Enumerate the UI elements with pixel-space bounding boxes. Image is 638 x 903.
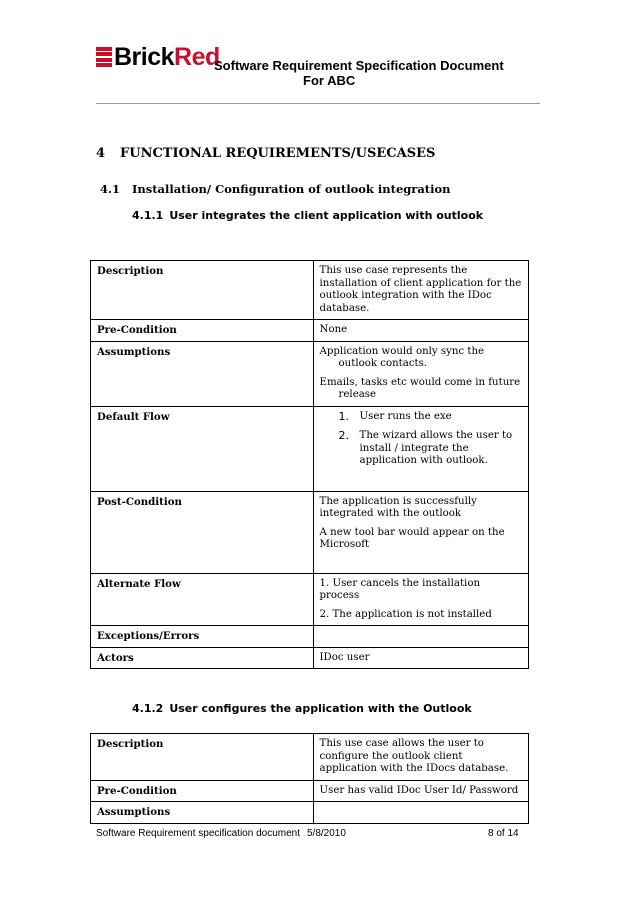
row-value: IDoc user	[313, 647, 528, 669]
section-number: 4	[96, 146, 106, 161]
section-title: FUNCTIONAL REQUIREMENTS/USECASES	[120, 146, 436, 161]
list-item	[320, 430, 522, 468]
logo-wordmark-red: Red	[174, 43, 220, 71]
header-subtitle: For ABC	[303, 73, 356, 88]
row-label: Default Flow	[91, 406, 314, 491]
usecase1-number: 4.1.1	[132, 209, 164, 222]
table-row	[91, 734, 529, 781]
postcondition-line: The application is successfully integrated with the outlook	[319, 495, 477, 519]
footer-document-name: Software Requirement specification document	[96, 828, 300, 839]
usecase1-table	[90, 260, 529, 669]
table-row	[91, 341, 529, 406]
brickred-logo	[96, 44, 220, 70]
row-value: This use case allows the user to configure the outlook client application with the IDocs database.	[313, 734, 528, 781]
row-value	[313, 341, 528, 406]
row-label: Description	[91, 734, 314, 781]
row-value	[313, 491, 528, 573]
header-title: Software Requirement Specification Document	[214, 58, 504, 73]
logo-wordmark-brick: Brick	[114, 43, 175, 71]
row-value: None	[313, 320, 528, 342]
table-row	[91, 802, 529, 824]
row-value	[313, 802, 528, 824]
list-item	[320, 411, 522, 424]
row-label: Actors	[91, 647, 314, 669]
usecase2-heading	[132, 702, 472, 715]
usecase1-title: User integrates the client application with outlook	[169, 209, 484, 222]
table-row	[91, 406, 529, 491]
usecase1-heading	[132, 209, 483, 222]
usecase2-title: User configures the application with the Outlook	[169, 702, 472, 715]
header-divider	[96, 103, 540, 104]
row-label: Post-Condition	[91, 491, 314, 573]
table-row	[91, 647, 529, 669]
subsection-title: Installation/ Configuration of outlook integration	[132, 182, 451, 196]
table-row	[91, 780, 529, 802]
step-text: User runs the exe	[359, 410, 452, 422]
row-value	[313, 626, 528, 648]
table-row	[91, 573, 529, 626]
logo-stripes-icon	[96, 47, 112, 67]
footer-date: 5/8/2010	[307, 828, 346, 839]
row-value	[313, 573, 528, 626]
default-flow-steps	[320, 411, 522, 468]
table-row	[91, 320, 529, 342]
row-label: Alternate Flow	[91, 573, 314, 626]
row-label: Description	[91, 261, 314, 320]
row-label: Exceptions/Errors	[91, 626, 314, 648]
row-value: User has valid IDoc User Id/ Password	[313, 780, 528, 802]
step-number: 2.	[338, 429, 350, 442]
row-label: Assumptions	[91, 802, 314, 824]
step-text: The wizard allows the user to install / integrate the application with outlook.	[359, 430, 513, 466]
logo-wordmark	[114, 44, 220, 70]
footer-page-number: 8 of 14	[488, 828, 519, 839]
alternate-flow-line: 2. The application is not installed	[319, 608, 492, 620]
row-label: Pre-Condition	[91, 780, 314, 802]
row-label: Pre-Condition	[91, 320, 314, 342]
row-label: Assumptions	[91, 341, 314, 406]
step-number: 1.	[338, 409, 350, 423]
postcondition-line: A new tool bar would appear on the Microsoft	[319, 526, 505, 550]
subsection-heading	[100, 182, 451, 196]
row-value	[313, 406, 528, 491]
table-row	[91, 491, 529, 573]
assumption-line: Emails, tasks etc would come in future release	[319, 376, 521, 400]
subsection-number: 4.1	[100, 182, 121, 196]
usecase2-table	[90, 733, 529, 824]
alternate-flow-line: 1. User cancels the installation process	[319, 577, 481, 601]
table-row	[91, 626, 529, 648]
section-heading	[96, 146, 435, 161]
assumption-line: Application would only sync the outlook contacts.	[319, 345, 485, 369]
table-row	[91, 261, 529, 320]
usecase2-number: 4.1.2	[132, 702, 164, 715]
row-value: This use case represents the installation of client application for the outlook integration with the IDoc database.	[313, 261, 528, 320]
